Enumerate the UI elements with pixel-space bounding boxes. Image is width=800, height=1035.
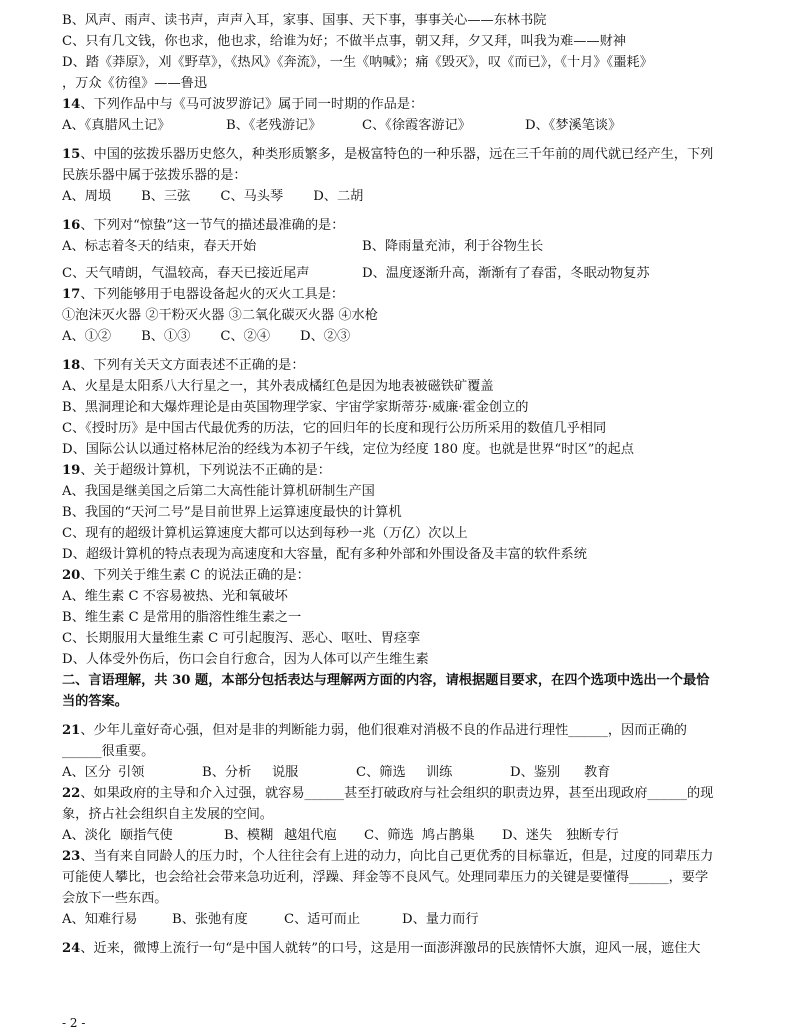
- option-line: B、风声、雨声、读书声，声声入耳，家事、国事、天下事，事事关心——东林书院: [62, 13, 547, 28]
- option-a-word: 颐指气使: [120, 828, 173, 843]
- question-stem: 、如果政府的主导和介入过强，就容易______甚至打破政府与社会组织的职责边界，甚至出现政府______的现: [80, 786, 714, 801]
- option-c-word: 鸠占鹊巢: [422, 828, 475, 843]
- question-stem-continued: 象，挤占社会组织自主发展的空间。: [62, 807, 273, 822]
- question-24: [62, 938, 752, 959]
- option-a-label: A、淡化: [62, 828, 112, 843]
- option-d: D、国际公认以通过格林尼治的经线为本初子午线，定位为经度 180 度。也就是世界“时区”的起点: [62, 442, 634, 457]
- question-stem-continued: 民族乐器中属于弦拨乐器的是：: [62, 168, 247, 183]
- option-a-label: A、区分: [62, 765, 112, 780]
- question-stem: 、下列对“惊蛰”这一节气的描述最准确的是：: [80, 218, 345, 233]
- question-number: 17: [62, 287, 81, 302]
- option-b: B、张弛有度: [172, 912, 248, 927]
- question-stem-continued: 可能使人攀比，也会给社会带来急功近利，浮躁、拜金等不良风气。处理同辈压力的关键是要懂得______，要学: [62, 870, 709, 885]
- option-b-label: B、模糊: [224, 828, 274, 843]
- option-b: B、我国的“天河二号”是目前世界上运算速度最快的计算机: [62, 505, 402, 520]
- question-stem: 、关于超级计算机，下列说法不正确的是：: [80, 463, 331, 478]
- question-23: [62, 846, 752, 867]
- option-b: B、《老残游记》: [226, 118, 322, 133]
- option-d-label: D、鉴别: [510, 765, 561, 780]
- section-heading: 二、言语理解，共 30 题，本部分包括表达与理解两方面的内容，请根据题目要求，在四个选项中选出一个最恰: [62, 673, 710, 688]
- option-c-label: C、筛选: [364, 828, 414, 843]
- question-number: 20: [62, 568, 81, 583]
- option-d: D、《梦溪笔谈》: [525, 118, 622, 133]
- question-14: [62, 94, 752, 115]
- option-c: C、适可而止: [284, 912, 361, 927]
- option-d: D、量力而行: [402, 912, 479, 927]
- option-d: D、二胡: [313, 189, 364, 204]
- option-d: D、温度逐渐升高，渐渐有了春雷，冬眠动物复苏: [362, 266, 650, 281]
- question-number: 21: [62, 723, 81, 738]
- question-stem: 、当有来自同龄人的压力时，个人往往会有上进的动力，向比自己更优秀的目标靠近，但是，过度的同辈压力: [80, 849, 714, 864]
- option-a: A、周埙: [62, 189, 112, 204]
- option-a: A、火星是太阳系八大行星之一，其外表成橘红色是因为地表被磁铁矿覆盖: [62, 379, 494, 394]
- question-stem: 、少年儿童好奇心强，但对是非的判断能力弱，他们很难对消极不良的作品进行理性______，因而正确的: [80, 723, 687, 738]
- option-b: B、降雨量充沛，利于谷物生长: [362, 239, 544, 254]
- page-number: - 2 -: [62, 1016, 86, 1030]
- option-d-word: 独断专行: [566, 828, 619, 843]
- question-19: [62, 460, 752, 481]
- option-d: D、②③: [300, 329, 351, 344]
- option-b: B、维生素 C 是常用的脂溶性维生素之一: [62, 610, 302, 625]
- question-number: 18: [62, 358, 81, 373]
- question-21: [62, 720, 752, 741]
- question-stem: 、下列能够用于电器设备起火的灭火工具是：: [80, 287, 345, 302]
- question-stem-continued: 会放下一些东西。: [62, 891, 168, 906]
- option-line: ，万众《彷徨》——鲁迅: [62, 76, 208, 91]
- question-stem: 、近来，微博上流行一句“是中国人就转”的口号，这是用一面澎湃激昂的民族情怀大旗，迎风一展，遮住大: [80, 941, 701, 956]
- option-c: C、《徐霞客游记》: [362, 118, 471, 133]
- option-a: A、《真腊风土记》: [62, 118, 171, 133]
- option-c: C、马头琴: [220, 189, 284, 204]
- option-d-word: 教育: [584, 765, 611, 780]
- options-row: [62, 909, 752, 930]
- option-c: C、《授时历》是中国古代最优秀的历法，它的回归年的长度和现行公历所采用的数值几乎相同: [62, 421, 607, 436]
- question-stem: 、下列有关天文方面表述不正确的是：: [80, 358, 305, 373]
- options-row: [62, 762, 752, 783]
- option-c: C、天气晴朗，气温较高，春天已接近尾声: [62, 266, 310, 281]
- question-number: 16: [62, 218, 81, 233]
- question-15: [62, 144, 752, 165]
- option-a: A、知难行易: [62, 912, 138, 927]
- option-c: C、长期服用大量维生素 C 可引起腹泻、恶心、呕吐、胃痉挛: [62, 631, 421, 646]
- option-d: D、人体受外伤后，伤口会自行愈合，因为人体可以产生维生素: [62, 652, 429, 667]
- option-a: A、标志着冬天的结束，春天开始: [62, 239, 257, 254]
- question-number: 15: [62, 147, 81, 162]
- section-heading-continued: 当的答案。: [62, 694, 128, 709]
- question-number: 23: [62, 849, 81, 864]
- options-row: [62, 825, 752, 846]
- document-page: [62, 10, 752, 959]
- option-c: C、②④: [220, 329, 271, 344]
- option-c-label: C、筛选: [356, 765, 406, 780]
- option-d-label: D、迷失: [502, 828, 553, 843]
- option-line: D、踏《莽原》，刈《野草》，《热风》《奔流》，一生《呐喊》；痛《毁灭》，叹《而已》，《十月》《噩耗》: [62, 55, 653, 70]
- option-b: B、①③: [141, 329, 191, 344]
- option-c: C、现有的超级计算机运算速度大都可以达到每秒一兆（万亿）次以上: [62, 526, 468, 541]
- question-number: 24: [62, 941, 81, 956]
- options-row: [62, 263, 752, 284]
- option-b-label: B、分析: [202, 765, 252, 780]
- question-items: ①泡沫灭火器 ②干粉灭火器 ③二氧化碳灭火器 ④水枪: [62, 308, 378, 323]
- question-stem: 、下列关于维生素 C 的说法正确的是：: [80, 568, 310, 583]
- option-b: B、三弦: [141, 189, 191, 204]
- option-a: A、我国是继美国之后第二大高性能计算机研制生产国: [62, 484, 375, 499]
- question-number: 14: [62, 97, 81, 112]
- option-b-word: 越俎代庖: [284, 828, 337, 843]
- question-20: [62, 565, 752, 586]
- option-a: A、①②: [62, 329, 112, 344]
- options-row: [62, 115, 752, 136]
- question-number: 22: [62, 786, 81, 801]
- question-17: [62, 284, 752, 305]
- option-c-word: 训练: [426, 765, 453, 780]
- option-a: A、维生素 C 不容易被热、光和氧破坏: [62, 589, 288, 604]
- question-18: [62, 355, 752, 376]
- option-b-word: 说服: [272, 765, 299, 780]
- question-22: [62, 783, 752, 804]
- question-stem: 、中国的弦拨乐器历史悠久，种类形质繁多，是极富特色的一种乐器，远在三千年前的周代就已经产生，下列: [80, 147, 714, 162]
- question-stem-continued: ______很重要。: [62, 744, 155, 759]
- option-d: D、超级计算机的特点表现为高速度和大容量，配有多种外部和外围设备及丰富的软件系统: [62, 547, 587, 562]
- option-line: C、只有几文钱，你也求，他也求，给谁为好；不做半点事，朝又拜，夕又拜，叫我为难——财神: [62, 34, 626, 49]
- question-number: 19: [62, 463, 81, 478]
- options-row: [62, 186, 752, 207]
- question-stem: 、下列作品中与《马可波罗游记》属于同一时期的作品是：: [80, 97, 424, 112]
- option-a-word: 引领: [118, 765, 145, 780]
- question-16: [62, 215, 752, 236]
- options-row: [62, 236, 752, 257]
- option-b: B、黑洞理论和大爆炸理论是由英国物理学家、宇宙学家斯蒂芬·威廉·霍金创立的: [62, 400, 529, 415]
- options-row: [62, 326, 752, 347]
